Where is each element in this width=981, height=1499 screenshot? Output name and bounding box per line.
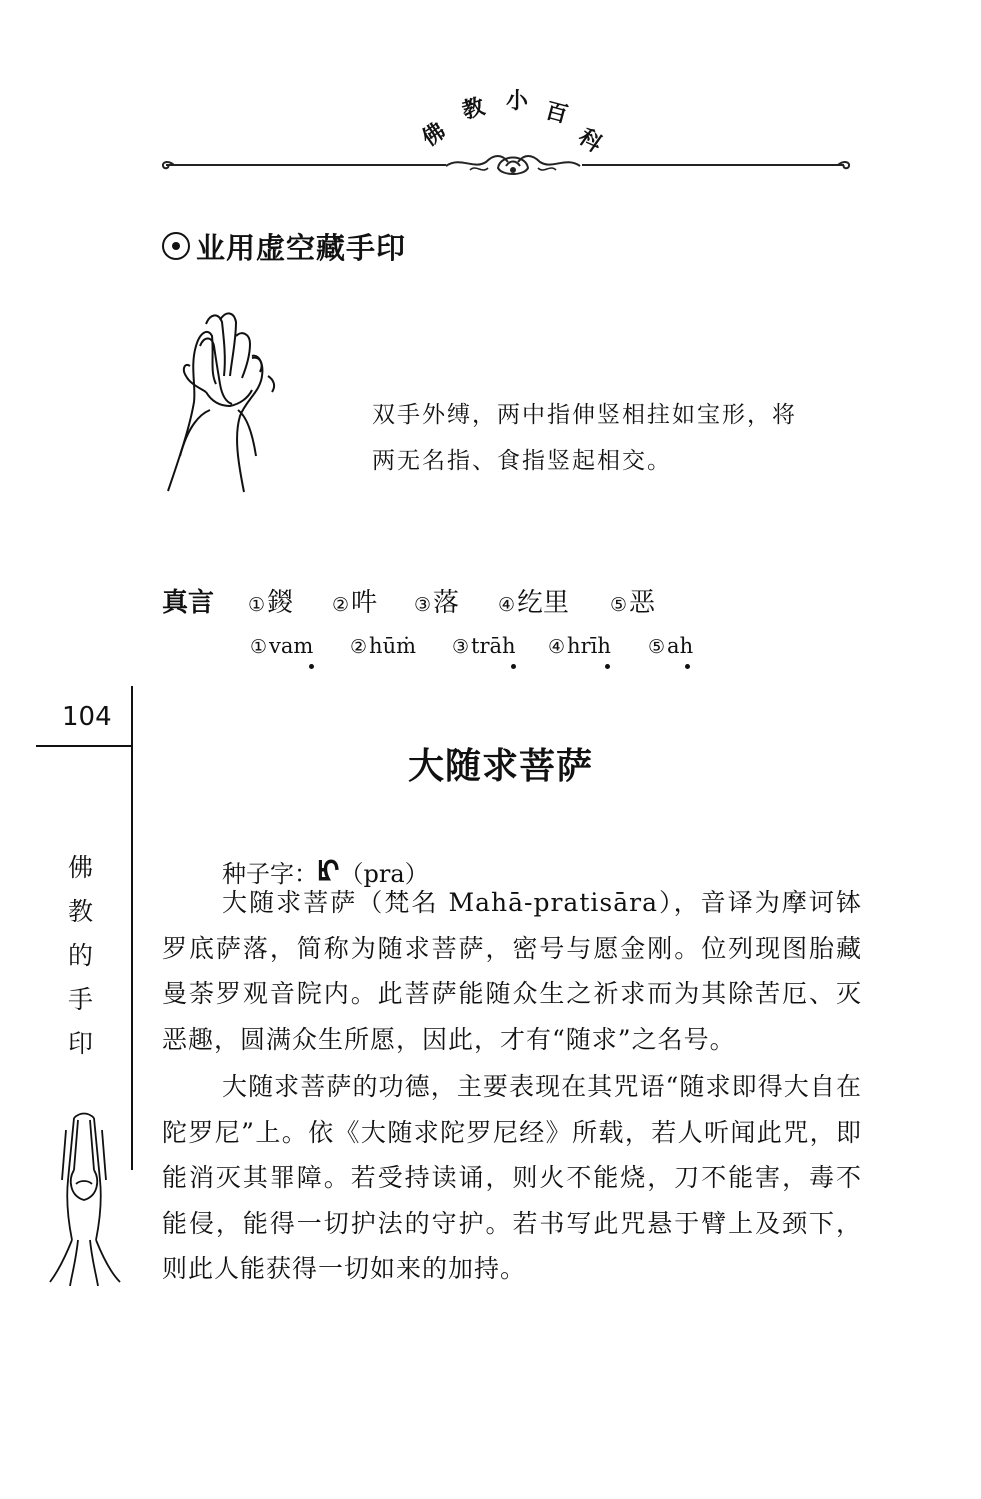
seed-romanization: （pra）	[339, 860, 429, 888]
mudra-description-line-2: 两无名指、食指竖起相交。	[372, 448, 672, 474]
body-paragraph-2: 大随求菩萨的功德，主要表现在其咒语“随求即得大自在陀罗尼”上。依《大随求陀罗尼经》所载，若人听闻此咒，即能消灭其罪障。若受持读诵，则火不能烧，刀不能害，毒不能侵，能得一切护法的守护。若书写此咒悬于臂上及颈下，则此人能获得一切如来的加持。	[162, 1072, 862, 1284]
mantra-latin-1: ①vam	[250, 634, 314, 658]
mantra-char-1: ①鍐	[248, 588, 294, 618]
mantra-char-5: ⑤恶	[610, 588, 656, 618]
header-char-2: 教	[459, 94, 488, 125]
book-title-char-4: 手	[68, 985, 94, 1014]
mantra-label: 真言	[162, 588, 215, 618]
circle-dot-icon	[162, 232, 190, 260]
underdot-2	[511, 664, 516, 669]
mantra-char-2: ②吽	[332, 588, 378, 618]
siddham-glyph: ᡌ	[318, 855, 340, 890]
header-char-1: 佛	[417, 118, 451, 152]
mantra-latin-2: ②hūṁ	[350, 634, 417, 658]
section-title: 业用虚空藏手印	[162, 226, 406, 267]
mantra-char-3: ③落	[414, 588, 460, 618]
book-title-char-3: 的	[68, 941, 94, 970]
book-title-char-2: 教	[68, 897, 94, 926]
underdot-3	[605, 664, 610, 669]
margin-rule-horizontal	[36, 745, 133, 747]
header-char-3: 小	[506, 89, 529, 114]
margin-rule-vertical	[131, 686, 133, 1170]
underdot-4	[685, 664, 690, 669]
mudra-illustration-hands	[160, 306, 280, 496]
section-heading: 大随求菩萨	[408, 746, 594, 787]
page-number: 104	[62, 702, 112, 732]
header-rule-right	[582, 164, 844, 166]
book-title-char-5: 印	[68, 1029, 94, 1058]
mantra-char-4: ④纥里	[498, 588, 570, 618]
mantra-latin-3: ③trāh	[452, 634, 516, 658]
scroll-end-left-icon	[160, 156, 176, 172]
scroll-end-right-icon	[836, 156, 852, 172]
mantra-latin-4: ④hrīh	[548, 634, 611, 658]
book-title-char-1: 佛	[68, 853, 94, 882]
mantra-latin-5: ⑤ah	[648, 634, 694, 658]
header-rule-left	[166, 164, 446, 166]
mudra-description-line-1: 双手外缚，两中指伸竖相拄如宝形，将	[372, 402, 797, 428]
underdot-1	[309, 664, 314, 669]
header-char-4: 百	[542, 98, 571, 129]
body-paragraph-1: 大随求菩萨（梵名 Mahā-pratisāra），音译为摩诃钵罗底萨落，简称为随求菩萨，密号与愿金刚。位列现图胎藏曼荼罗观音院内。此菩萨能随众生之祈求而为其除苦厄、灭恶趣，圆满众生所愿，因此，才有“随求”之名号。	[162, 888, 862, 1054]
header-char-5: 科	[573, 124, 607, 158]
cloud-ornament-icon	[440, 140, 586, 184]
margin-mudra-illustration	[44, 1110, 126, 1288]
seed-label: 种子字：	[222, 860, 318, 888]
